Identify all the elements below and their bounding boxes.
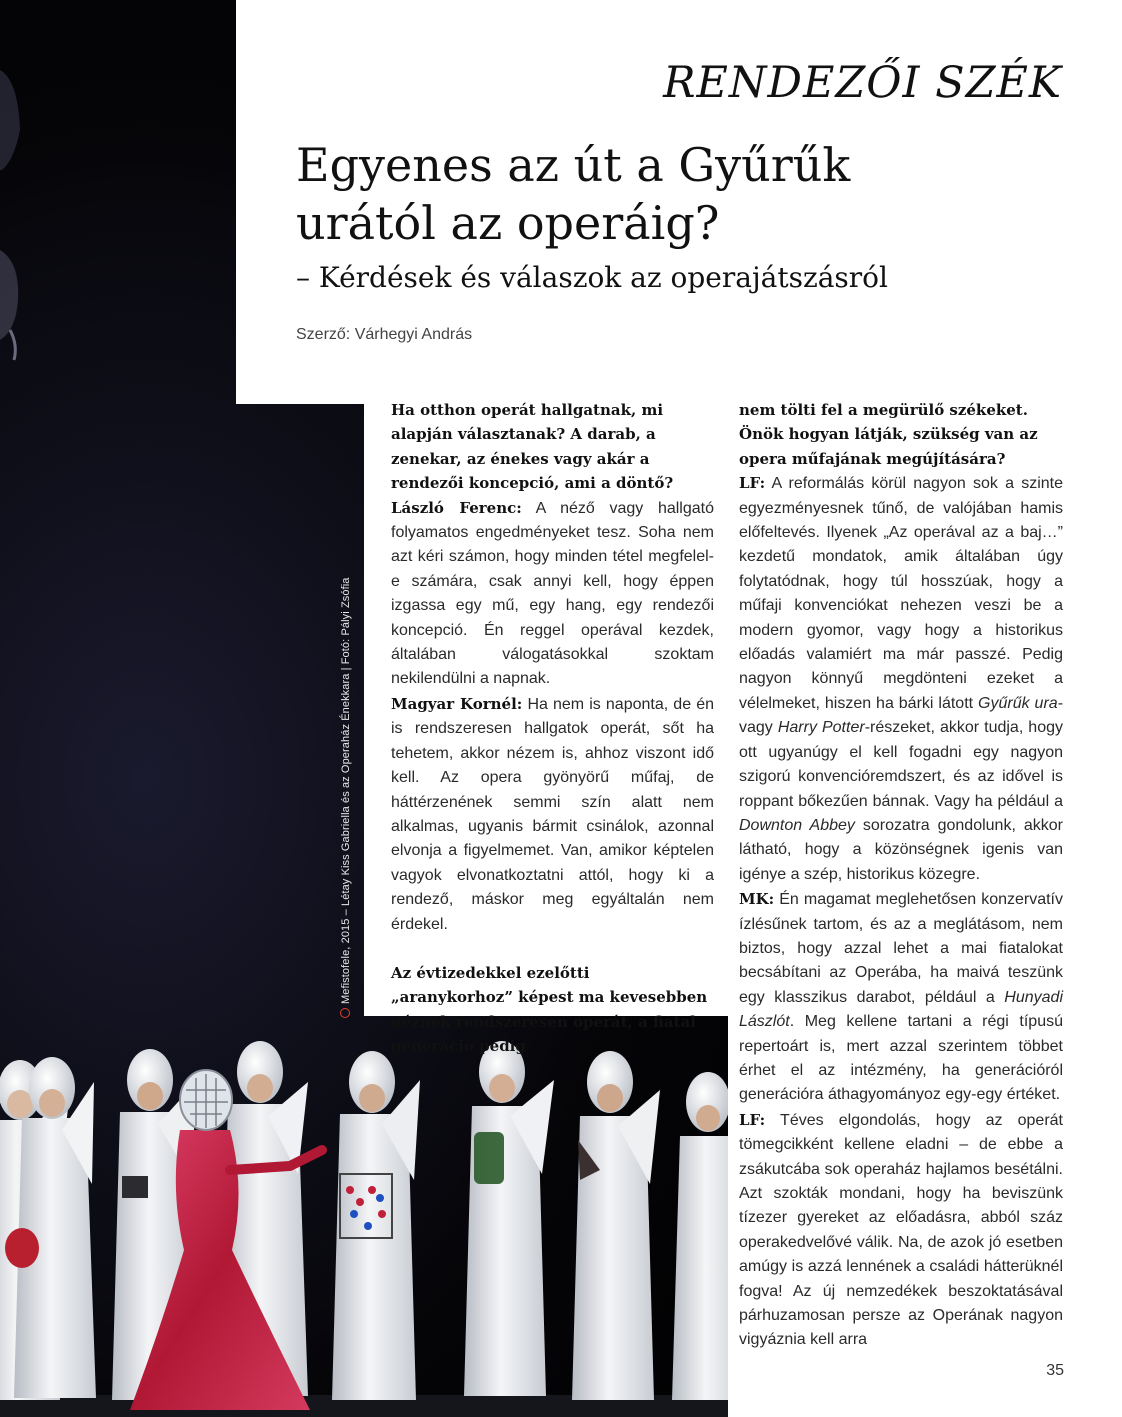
speaker-label: LF: xyxy=(739,474,766,493)
answer-text: sorozatra gondolunk, akkor látható, hogy a közönségnek igenis van igénye a szép, historikus közegre. xyxy=(739,816,1063,883)
answer-1 xyxy=(391,496,714,692)
answer-text: A néző vagy hallgató folyamatos engedményeket tesz. Soha nem azt kéri számon, hogy minden tétel megfelel-e számára, csak annyi kell, hogy éppen izgassa egy mű, egy hang, egy rendezői koncepció. Én reggel operával kezdek, általában válogatásokkal szoktam nekilendülni a napnak. xyxy=(391,499,714,688)
page-number: 35 xyxy=(1046,1362,1064,1379)
answer-text: - vagy xyxy=(739,694,1064,737)
title-line-1: Egyenes az út a Gyűrűk xyxy=(296,138,851,192)
title-reference: Gyűrűk ura xyxy=(978,694,1058,712)
camera-icon xyxy=(340,1008,350,1018)
photo-caption xyxy=(338,574,358,1024)
article-title xyxy=(296,136,1076,252)
answer-text: Ha nem is naponta, de én is rendszeresen hallgatok operát, sőt ha tehetem, akkor nézem is, ahhoz viszont idő kell. Az opera gyönyörű műfaj, de háttérzenének semmi szín alatt nem alkalmas, ugyanis bármit csinálok, azonnal elvonja a figyelmemet. Van, amikor képtelen vagyok elvonatkoztatni attól, hogy ki a rendező, máskor meg egyáltalán nem érdekel. xyxy=(391,695,715,933)
speaker-label: László Ferenc: xyxy=(391,498,522,517)
section-label: RENDEZŐI SZÉK xyxy=(663,58,1062,108)
answer-text: A reformálás körül nagyon sok a szinte egyezményesnek tűnő, de valójában hamis előfeltevés. Ilyenek „Az operával az a baj…” kezdetű mondatok, amik általában úgy folytatódnak, hogy túl hosszúak, hogy a műfaji konvenciókat nehezen veszi be a modern gyomor, vagy hogy a historikus előadás valamiért ma már passzé. Pedig nagyon könnyű megdönteni ezeket a vélelmeket, hiszen ha bárki látott xyxy=(739,475,1063,712)
answer-text: . Meg kellene tartani a régi típusú repertoárt is, mert azzal szerintem többet érhet el az intézmény, ha generációról generációra áthagyományoz egy-egy értéket. xyxy=(739,1013,1063,1104)
byline: Szerző: Várhegyi András xyxy=(296,326,473,343)
question-2: Az évtizedekkel ezelőtti „aranykorhoz” képest ma kevesebben néznek rendszeresen operát, a fiatal generáció pedig xyxy=(391,963,708,1056)
answer-2 xyxy=(391,692,714,937)
answer-4 xyxy=(739,887,1063,1108)
speaker-label: Magyar Kornél: xyxy=(391,694,523,713)
answer-3 xyxy=(739,471,1063,887)
answer-text: Én magamat meglehetősen konzervatív ízlésűnek tartom, és az a meglátásom, nem biztos, hogy azzal lehet a mai fiatalokat becsábítani az Operába, ha maivá teszünk egy klasszikus darabot, például a xyxy=(739,891,1063,1006)
answer-5 xyxy=(739,1108,1063,1353)
article-subtitle: – Kérdések és válaszok az operajátszásról xyxy=(296,261,888,294)
answer-text: Téves elgondolás, hogy az operát tömegcikként kellene eladni – de ebbe a zsákutcába sok operaház hajlamos besétálni. Azt szokták mondani, hogy ha beviszünk tízezer gyereket az előadásra, abból száz operakedvelővé válik. Na, de azok jó esetben amúgy is azzá lennének a családi hátterüknél fogva! Az új nemzedékek beszoktatásával párhuzamosan persze az Operának nagyon vigyáznia kell arra xyxy=(739,1111,1063,1349)
article-column-left xyxy=(391,398,714,1059)
title-reference: Harry Potter xyxy=(777,719,865,737)
answer-text: -részeket, akkor tudja, hogy ott ugyanúgy el kell fogadni egy nagyon szigorú konvencióremdszert, és az idővel is roppant bőkezűen bánnak. Vagy ha például a xyxy=(739,719,1063,810)
speaker-label: LF: xyxy=(739,1110,766,1129)
title-line-2: urától az operáig? xyxy=(296,196,720,250)
question-1: Ha otthon operát hallgatnak, mi alapján választanak? A darab, a zenekar, az énekes vagy akár a rendezői koncepció, ami a döntő? xyxy=(391,401,674,493)
photo-caption-text: Mefistofele, 2015 – Létay Kiss Gabriella és az Operaház Énekkara | Fotó: Pályi Zsófia xyxy=(340,577,352,1004)
title-reference: Downton Abbey xyxy=(739,816,855,834)
article-column-right xyxy=(739,398,1063,1353)
speaker-label: MK: xyxy=(739,890,775,909)
question-2-continued: nem tölti fel a megürülő székeket. Önök hogyan látják, szükség van az opera műfajának megújítására? xyxy=(739,401,1038,468)
title-reference: Hunyadi Lászlót xyxy=(739,988,1063,1031)
